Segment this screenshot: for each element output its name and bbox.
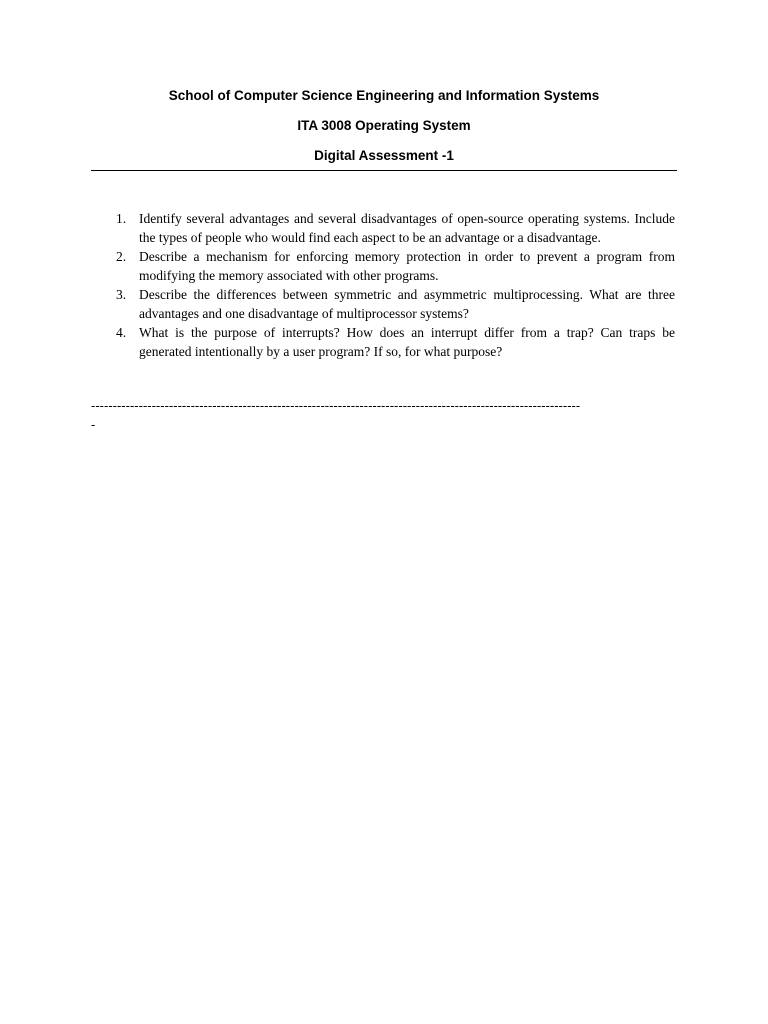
question-number: 1. (116, 211, 127, 226)
course-title: ITA 3008 Operating System (297, 118, 471, 133)
question-number: 2. (116, 249, 127, 264)
question-number: 3. (116, 287, 127, 302)
question-list (91, 209, 675, 361)
assessment-title: Digital Assessment -1 (314, 148, 454, 163)
dashed-separator: ----------------------------------------------------------------------------------------------------------------- (91, 398, 581, 413)
question-item (91, 285, 675, 323)
question-text: Describe the differences between symmetric and asymmetric multiprocessing. What are three advantages and one disadvantage of multiprocessor systems? (139, 287, 675, 321)
question-text: Identify several advantages and several disadvantages of open-source operating systems. Include the types of people who would find each aspect to be an advantage or a disadvantage. (139, 211, 675, 245)
question-text: What is the purpose of interrupts? How does an interrupt differ from a trap? Can traps be generated intentionally by a user program? If so, for what purpose? (139, 325, 675, 359)
question-number: 4. (116, 325, 127, 340)
dashed-separator-tail: - (91, 417, 96, 432)
question-item (91, 247, 675, 285)
school-name: School of Computer Science Engineering and Information Systems (168, 88, 600, 103)
question-item (91, 323, 675, 361)
question-item (91, 209, 675, 247)
document-header (91, 86, 677, 176)
question-text: Describe a mechanism for enforcing memory protection in order to prevent a program from modifying the memory associated with other programs. (139, 249, 675, 283)
header-divider (91, 170, 677, 171)
